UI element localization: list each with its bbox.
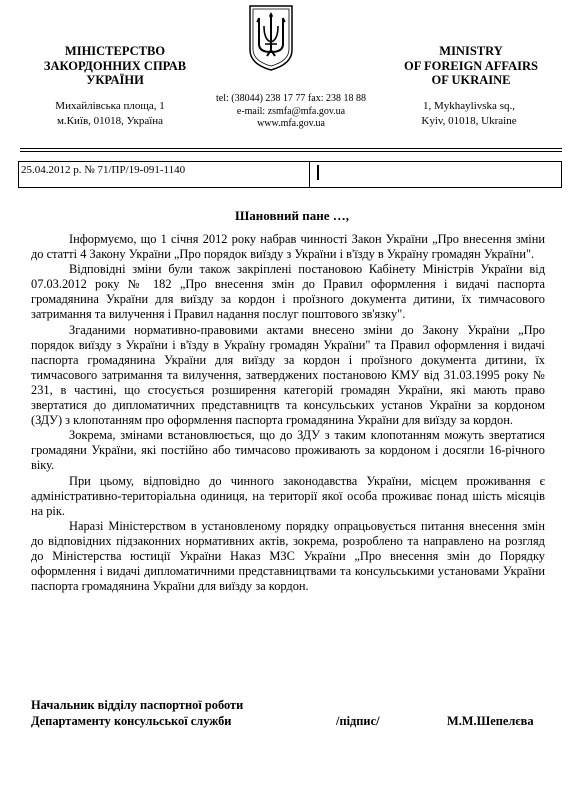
- org-line: МІНІСТЕРСТВО: [64, 44, 166, 58]
- signatory-title-line2: Департаменту консульської служби: [31, 714, 232, 728]
- paragraph: Зокрема, змінами встановлюється, що до ЗДУ з таким клопотанням можуть звертатися громадяни України, які постійно або тимчасово проживають за кордоном і досягли 16-річного віку.: [31, 428, 545, 473]
- org-line: MINISTRY: [439, 44, 503, 58]
- reference-divider: [309, 162, 310, 187]
- address-english: [378, 99, 560, 128]
- paragraph: Інформуємо, що 1 січня 2012 року набрав чинності Закон України „Про внесення зміни до статті 4 Закону України „Про порядок виїзду з України і в'їзду в Україну громадян України".: [31, 232, 545, 262]
- ministry-name-ukrainian: [20, 44, 210, 88]
- header-divider: [20, 148, 562, 149]
- contact-phone-fax: tel: (38044) 238 17 77 fax: 238 18 88: [216, 93, 366, 104]
- paragraph: При цьому, відповідно до чинного законодавства України, місцем проживання є адміністративно-територіальна одиниця, на території якої особа проживає понад шість місяців на рік.: [31, 473, 545, 518]
- address-line: м.Київ, 01018, Україна: [56, 114, 164, 127]
- ministry-name-english: [376, 44, 566, 88]
- paragraph: Згаданими нормативно-правовими актами внесено зміни до Закону України „Про порядок виїзду з України і в'їзду в Україну громадян України" та Правил оформлення і видачі паспорта громадянина України для виїзду за кордон і проїзного документа дитини, їх тимчасового затримання та вилучення, затверджених постановою КМУ від 31.03.1995 року № 231, в частині, що стосується розширення категорій громадян України, які мають право звертатися до дипломатичних представництв та консульських установ України за кордоном (ЗДУ) з клопотанням про оформлення паспорта громадянина України для виїзду за кордон.: [31, 322, 545, 428]
- signature-placeholder: /підпис/: [336, 714, 380, 728]
- org-line: ЗАКОРДОННИХ СПРАВ: [43, 58, 187, 73]
- paragraph: Наразі Міністерством в установленому порядку опрацьовується питання внесення змін до відповідних підзаконних нормативних актів, зокрема, розроблено та направлено на розгляд до Міністерства юстиції України Наказ МЗС України „Про внесення змін до Порядку оформлення і видачі дипломатичними представництвами та консульськими установами України паспорта громадянина України для виїзду за кордон.: [31, 518, 545, 594]
- address-ukrainian: [20, 99, 200, 128]
- header-divider: [20, 151, 562, 152]
- text-cursor: [317, 165, 319, 180]
- trident-coat-of-arms-icon: [248, 4, 294, 72]
- address-line: Kyiv, 01018, Ukraine: [421, 114, 517, 127]
- paragraph: Відповідні зміни були також закріплені постановою Кабінету Міністрів України від 07.03.2012 року № 182 „Про внесення змін до Правил оформлення і видачі паспорта громадянина України для виїзду за кордон і проїзного документа дитини, їх тимчасового затримання та вилучення і Правил надання послуг поштового зв'язку".: [31, 262, 545, 322]
- org-line: OF UKRAINE: [431, 73, 511, 87]
- signatory-title-line1: Начальник відділу паспортної роботи: [31, 698, 244, 712]
- address-line: 1, Mykhaylivska sq.,: [423, 100, 515, 112]
- org-line: УКРАЇНИ: [86, 73, 144, 87]
- contact-email: e-mail: zsmfa@mfa.gov.ua: [236, 105, 346, 117]
- address-line: Михайлівська площа, 1: [55, 100, 165, 112]
- salutation: Шановний пане …,: [235, 208, 349, 223]
- letter-body: [31, 232, 545, 594]
- reference-number: 25.04.2012 р. № 71/ПР/19-091-1140: [21, 164, 186, 176]
- reference-box: [18, 161, 562, 188]
- signatory-name: М.М.Шепелєва: [447, 714, 534, 728]
- contact-website: www.mfa.gov.ua: [257, 118, 325, 129]
- org-line: OF FOREIGN AFFAIRS: [403, 58, 539, 73]
- contact-block: [185, 93, 397, 131]
